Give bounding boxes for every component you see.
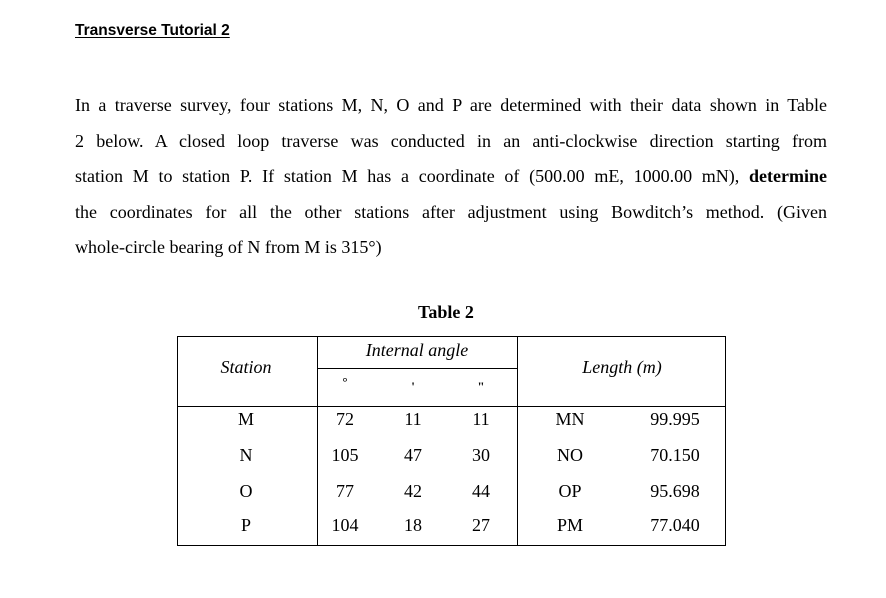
table-cell-length: 95.698: [650, 481, 700, 501]
table-cell-station: N: [239, 445, 253, 465]
table-cell-seconds: 27: [472, 515, 490, 535]
problem-statement: [75, 88, 827, 266]
statement-line-3-text: station M to station P. If station M has a coordinate of (500.00 mE, 1000.00 mN),: [75, 166, 750, 186]
table-cell-station: M: [237, 409, 255, 429]
table-cell-degrees: 77: [336, 481, 354, 501]
table-caption: Table 2: [418, 302, 474, 322]
statement-bold-determine: determine: [749, 166, 827, 186]
table-cell-line: OP: [558, 481, 582, 501]
table-cell-length: 70.150: [650, 445, 700, 465]
table-divider-angle-header: [317, 368, 517, 369]
page-title: Transverse Tutorial 2: [75, 22, 230, 39]
station-data-table: [177, 336, 726, 546]
statement-line-4: the coordinates for all the other stations after adjustment using Bowditch’s method. (Given: [75, 201, 827, 222]
table-cell-degrees: 104: [331, 515, 359, 535]
table-cell-line: NO: [557, 445, 583, 465]
table-cell-degrees: 105: [331, 445, 359, 465]
table-cell-length: 77.040: [650, 515, 700, 535]
header-length: Length (m): [582, 357, 662, 377]
table-cell-seconds: 30: [472, 445, 490, 465]
header-degree-symbol: °: [342, 374, 348, 389]
header-second-symbol: ": [477, 379, 485, 394]
table-cell-minutes: 11: [404, 409, 422, 429]
table-cell-seconds: 11: [472, 409, 490, 429]
table-cell-seconds: 44: [472, 481, 490, 501]
table-cell-degrees: 72: [336, 409, 354, 429]
statement-line-1: In a traverse survey, four stations M, N, O and P are determined with their data shown in Table: [75, 95, 827, 115]
header-station: Station: [220, 357, 272, 377]
header-minute-symbol: ': [411, 379, 415, 394]
table-cell-station: P: [240, 515, 252, 535]
table-cell-line: PM: [556, 515, 584, 535]
table-cell-line: MN: [555, 409, 585, 429]
statement-line-2: 2 below. A closed loop traverse was conducted in an anti-clockwise direction starting from: [75, 130, 827, 151]
table-divider-angle: [517, 337, 518, 545]
table-cell-station: O: [239, 481, 253, 501]
table-cell-minutes: 42: [404, 481, 422, 501]
statement-line-5: whole-circle bearing of N from M is 315°): [75, 237, 382, 257]
header-internal-angle: Internal angle: [365, 340, 469, 360]
table-divider-header: [178, 406, 725, 407]
table-cell-minutes: 47: [404, 445, 422, 465]
table-cell-length: 99.995: [650, 409, 700, 429]
statement-line-3: [75, 159, 827, 195]
table-cell-minutes: 18: [404, 515, 422, 535]
